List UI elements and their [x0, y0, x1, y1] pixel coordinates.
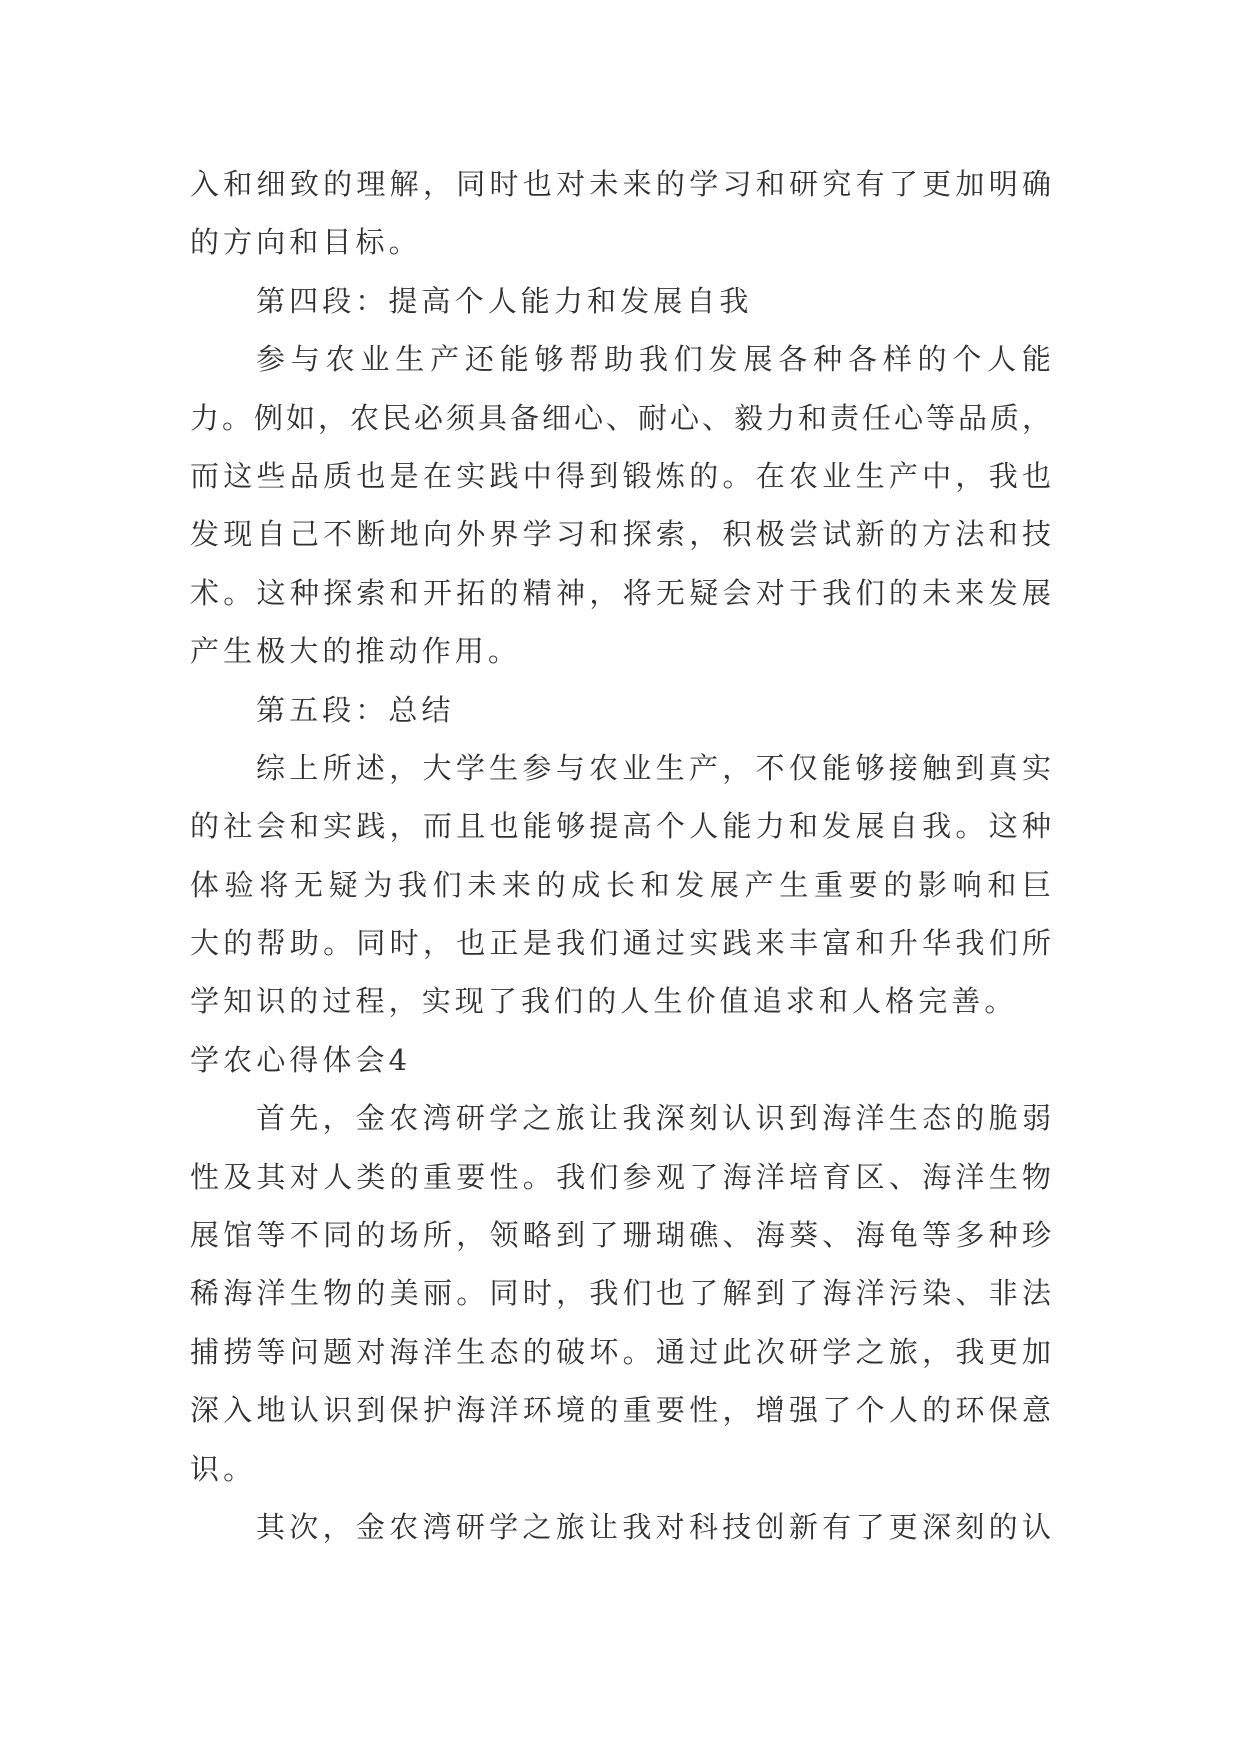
text-line: 的社会和实践，而且也能够提高个人能力和发展自我。这种: [190, 809, 1051, 844]
document-body: [190, 155, 1051, 1556]
text-line: 学知识的过程，实现了我们的人生价值追求和人格完善。: [190, 984, 1018, 1019]
text-line: 发现自己不断地向外界学习和探索，积极尝试新的方法和技: [190, 517, 1051, 552]
text-line: 深入地认识到保护海洋环境的重要性，增强了个人的环保意: [190, 1393, 1051, 1428]
text-line: 力。例如，农民必须具备细心、耐心、毅力和责任心等品质，: [190, 400, 1051, 435]
essay-title: 学农心得体会4: [190, 1042, 412, 1077]
text-line: 入和细致的理解，同时也对未来的学习和研究有了更加明确: [190, 167, 1051, 201]
text-line: 识。: [190, 1451, 257, 1486]
section-heading: 第四段：提高个人能力和发展自我: [256, 283, 753, 318]
section-heading: 第五段：总结: [256, 692, 455, 727]
text-line: 大的帮助。同时，也正是我们通过实践来丰富和升华我们所: [190, 926, 1051, 961]
text-line: 展馆等不同的场所，领略到了珊瑚礁、海葵、海龟等多种珍: [190, 1218, 1051, 1253]
text-line: 首先，金农湾研学之旅让我深刻认识到海洋生态的脆弱: [256, 1101, 1051, 1136]
text-line: 捕捞等问题对海洋生态的破坏。通过此次研学之旅，我更加: [190, 1334, 1051, 1369]
text-line: 稀海洋生物的美丽。同时，我们也了解到了海洋污染、非法: [190, 1276, 1051, 1311]
text-line: 综上所述，大学生参与农业生产，不仅能够接触到真实: [256, 750, 1051, 785]
text-line: 参与农业生产还能够帮助我们发展各种各样的个人能: [256, 342, 1051, 377]
text-line: 的方向和目标。: [190, 225, 422, 260]
text-line: 性及其对人类的重要性。我们参观了海洋培育区、海洋生物: [190, 1159, 1051, 1194]
text-line: 而这些品质也是在实践中得到锻炼的。在农业生产中，我也: [190, 458, 1051, 493]
text-line: 产生极大的推动作用。: [190, 634, 522, 669]
text-line: 其次，金农湾研学之旅让我对科技创新有了更深刻的认: [256, 1509, 1051, 1544]
text-line: 体验将无疑为我们未来的成长和发展产生重要的影响和巨: [190, 867, 1051, 902]
text-line: 术。这种探索和开拓的精神，将无疑会对于我们的未来发展: [190, 575, 1051, 610]
